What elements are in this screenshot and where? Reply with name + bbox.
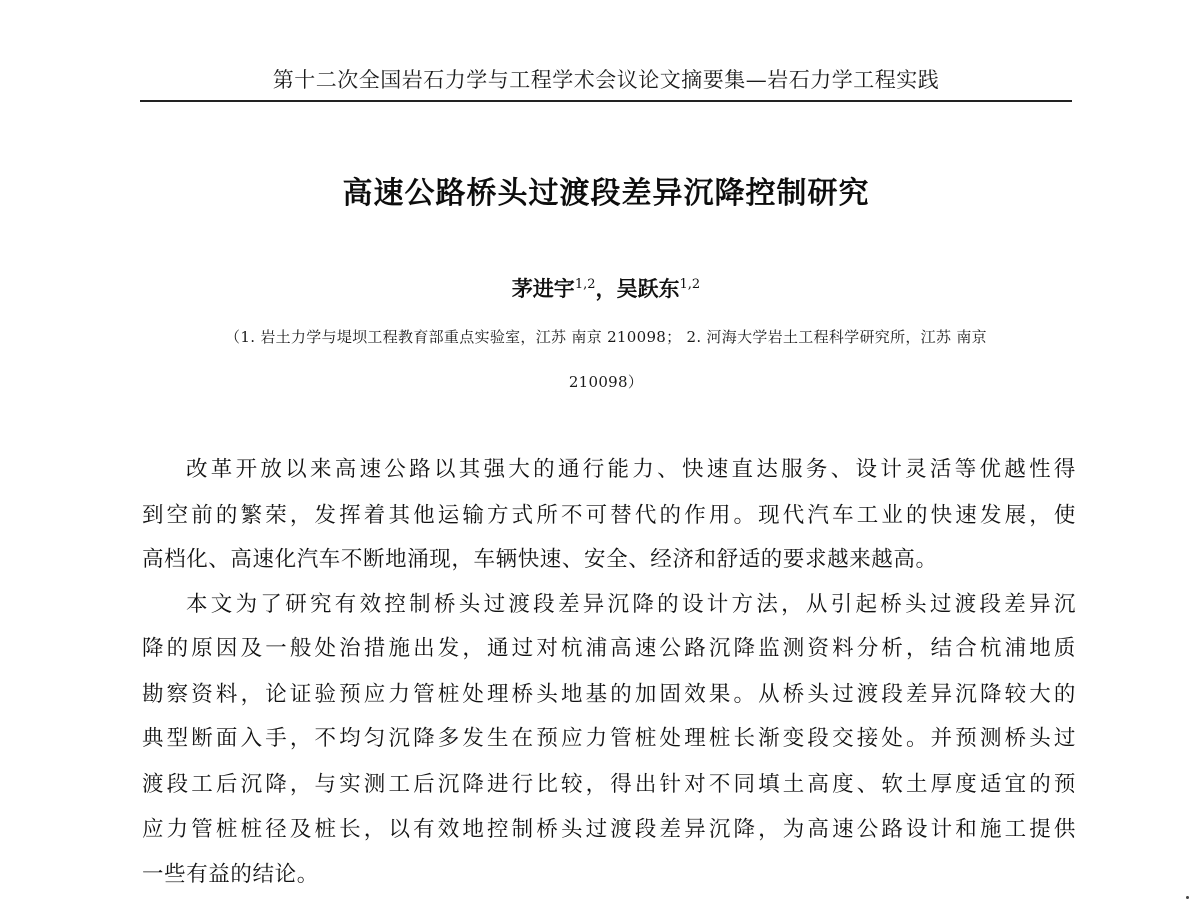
author-affiliation-mark: 1,2	[679, 277, 701, 292]
paragraph-2-line: 本文为了研究有效控制桥头过渡段差异沉降的设计方法，从引起桥头过渡段差异沉	[186, 592, 1076, 617]
paragraph-2-line: 典型断面入手，不均匀沉降多发生在预应力管桩处理桩长渐变段交接处。并预测桥头过	[142, 726, 1076, 751]
paper-title: 高速公路桥头过渡段差异沉降控制研究	[342, 176, 870, 211]
header-rule	[140, 100, 1072, 102]
running-header: 第十二次全国岩石力学与工程学术会议论文摘要集—岩石力学工程实践	[272, 68, 940, 92]
paragraph-1-line: 改革开放以来高速公路以其强大的通行能力、快速直达服务、设计灵活等优越性得	[186, 457, 1076, 482]
affiliation-line: （1. 岩土力学与堤坝工程教育部重点实验室，江苏 南京 210098； 2. 河海大学岩土工程科学研究所，江苏 南京	[225, 328, 987, 346]
paragraph-1-line: 高档化、高速化汽车不断地涌现，车辆快速、安全、经济和舒适的要求越来越高。	[142, 547, 938, 572]
author-name: 茅进宇	[511, 277, 575, 301]
author-line	[140, 274, 1072, 304]
paragraph-2-line: 降的原因及一般处治措施出发，通过对杭浦高速公路沉降监测资料分析，结合杭浦地质	[142, 636, 1076, 661]
author-separator: ，	[595, 277, 617, 301]
paragraph-2-line: 一些有益的结论。	[142, 862, 319, 887]
paragraph-2-line: 勘察资料，论证验预应力管桩处理桥头地基的加固效果。从桥头过渡段差异沉降较大的	[142, 682, 1076, 707]
affiliation-line: 210098）	[568, 373, 644, 391]
paragraph-2-line: 渡段工后沉降，与实测工后沉降进行比较，得出针对不同填土高度、软土厚度适宜的预	[142, 772, 1076, 797]
author-affiliation-mark: 1,2	[574, 277, 596, 292]
scan-speck	[1186, 896, 1189, 899]
paragraph-1-line: 到空前的繁荣，发挥着其他运输方式所不可替代的作用。现代汽车工业的快速发展，使	[142, 503, 1076, 528]
paragraph-2-line: 应力管桩桩径及桩长，以有效地控制桥头过渡段差异沉降，为高速公路设计和施工提供	[142, 817, 1076, 842]
author-name: 吴跃东	[616, 277, 680, 301]
